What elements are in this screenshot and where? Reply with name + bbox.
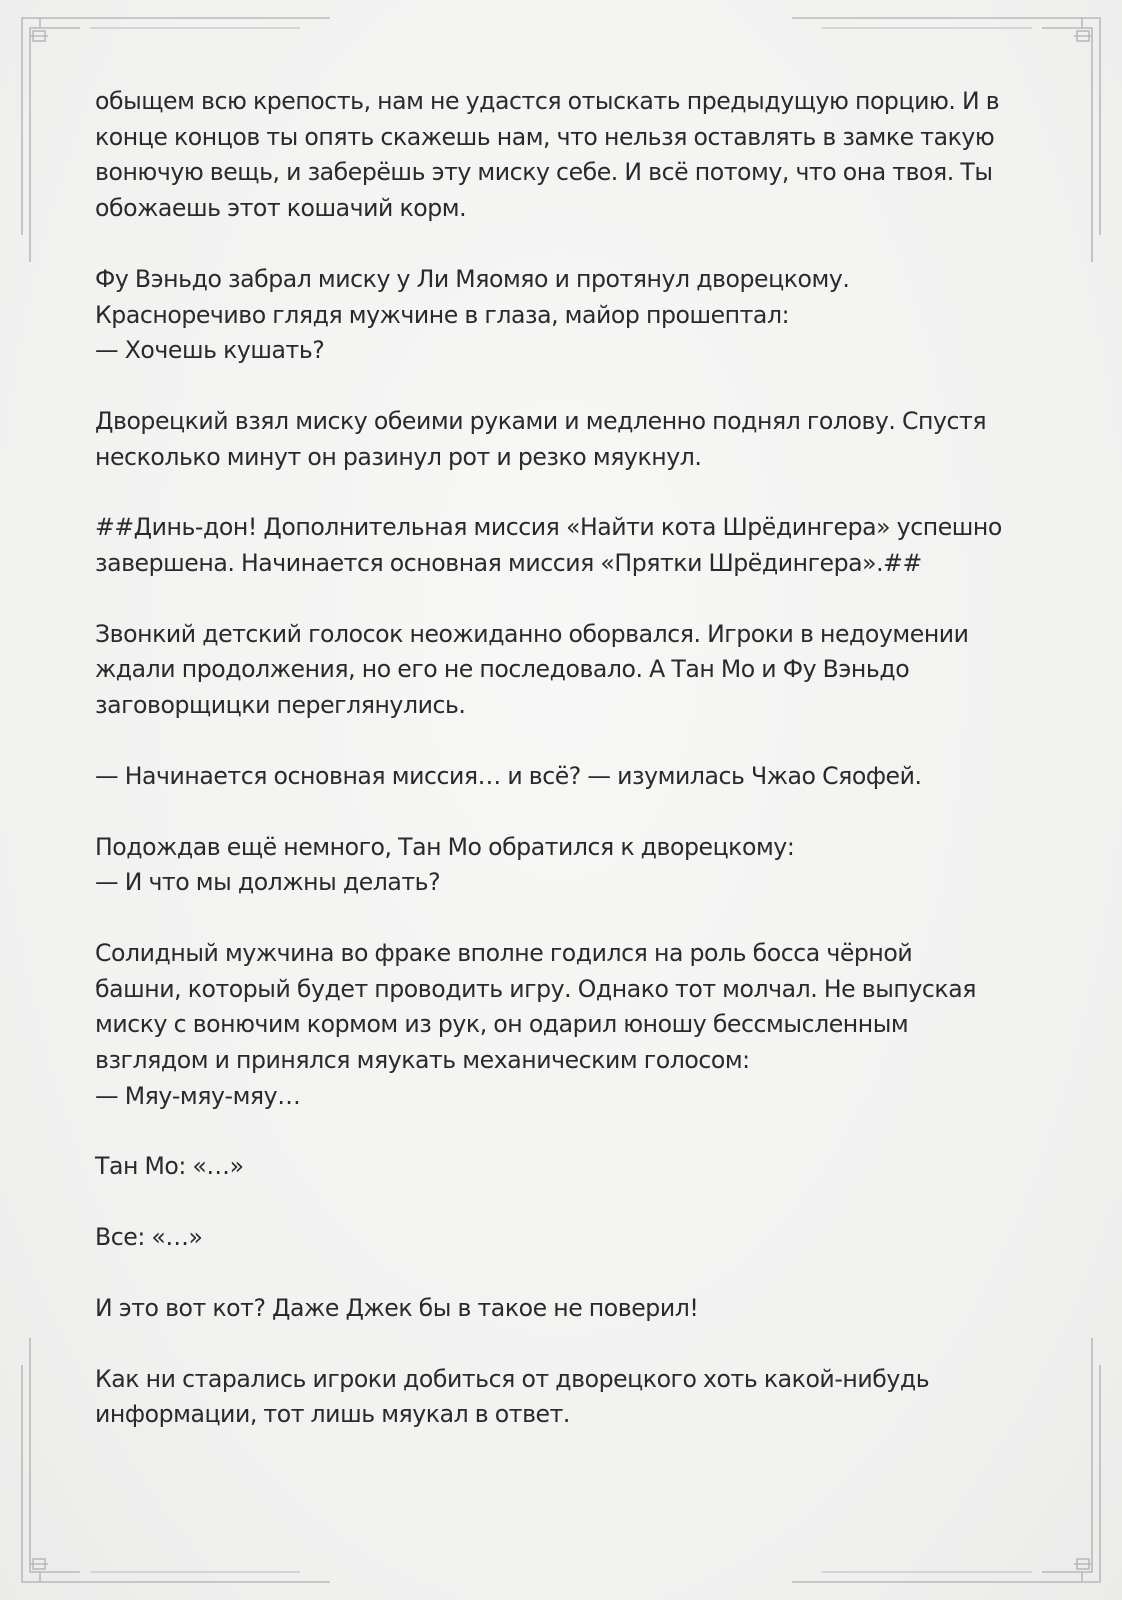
text-line: Как ни старались игроки добиться от дворецкого хоть какой-нибудь [95, 1364, 930, 1393]
paragraph [95, 404, 1025, 475]
text-line: И это вот кот? Даже Джек бы в такое не поверил! [95, 1293, 699, 1322]
text-line: — Хочешь кушать? [95, 336, 325, 365]
text-line: Солидный мужчина во фраке вполне годился на роль босса чёрной [95, 938, 913, 967]
text-line: несколько минут он разинул рот и резко мяукнул. [95, 442, 702, 471]
text-line: вонючую вещь, и заберёшь эту миску себе. И всё потому, что она твоя. Ты [95, 158, 993, 187]
text-line: Красноречиво глядя мужчине в глаза, майор прошептал: [95, 300, 790, 329]
text-line: — Мяу-мяу-мяу… [95, 1081, 301, 1110]
text-line: взглядом и принялся мяукать механическим голосом: [95, 1046, 750, 1075]
paragraph [95, 510, 1025, 581]
text-line: Тан Мо: «…» [95, 1152, 244, 1181]
text-line: конце концов ты опять скажешь нам, что нельзя оставлять в замке такую [95, 122, 995, 151]
text-line: обыщем всю крепость, нам не удастся отыскать предыдущую порцию. И в [95, 87, 1000, 115]
paragraph [95, 1291, 1025, 1327]
text-line: информации, тот лишь мяукал в ответ. [95, 1400, 570, 1429]
document-body [95, 84, 1025, 1468]
text-line: заговорщицки переглянулись. [95, 691, 466, 720]
paragraph [95, 936, 1025, 1115]
text-line: башни, который будет проводить игру. Однако тот молчал. Не выпуская [95, 974, 976, 1003]
paragraph [95, 830, 1025, 901]
text-line: Все: «…» [95, 1223, 203, 1252]
text-line: Подождав ещё немного, Тан Мо обратился к дворецкому: [95, 832, 795, 861]
text-line: миску с вонючим кормом из рук, он одарил юношу бессмысленным [95, 1010, 909, 1039]
text-line: Фу Вэньдо забрал миску у Ли Мяомяо и протянул дворецкому. [95, 264, 850, 293]
paragraph [95, 1362, 1025, 1433]
paragraph [95, 84, 1025, 227]
text-line: завершена. Начинается основная миссия «Прятки Шрёдингера».## [95, 549, 922, 578]
text-line: обожаешь этот кошачий корм. [95, 194, 467, 223]
paragraph [95, 1149, 1025, 1185]
paragraph [95, 1220, 1025, 1256]
text-line: ##Динь-дон! Дополнительная миссия «Найти кота Шрёдингера» успешно [95, 513, 1002, 542]
text-line: — Начинается основная миссия… и всё? — изумилась Чжао Сяофей. [95, 761, 922, 790]
paragraph [95, 759, 1025, 795]
text-line: ждали продолжения, но его не последовало. А Тан Мо и Фу Вэньдо [95, 655, 910, 684]
paragraph [95, 617, 1025, 724]
text-line: Дворецкий взял миску обеими руками и медленно поднял голову. Спустя [95, 406, 987, 435]
text-line: — И что мы должны делать? [95, 868, 441, 897]
paragraph [95, 262, 1025, 369]
text-line: Звонкий детский голосок неожиданно оборвался. Игроки в недоумении [95, 619, 969, 648]
